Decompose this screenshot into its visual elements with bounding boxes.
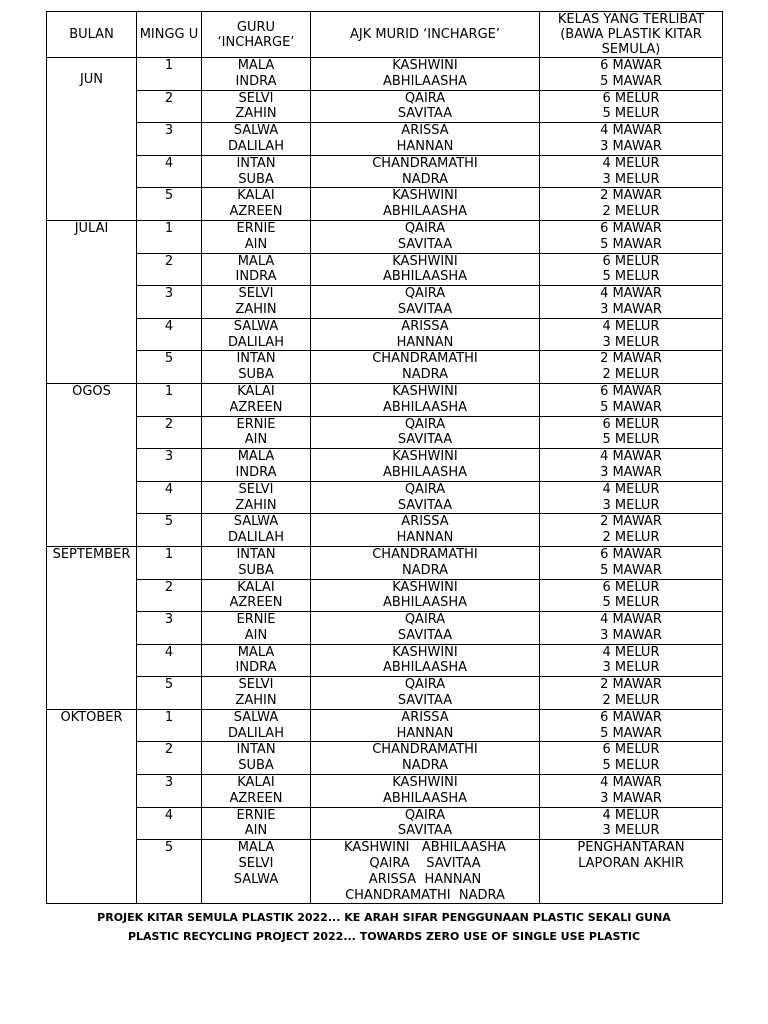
teacher-name: ZAHIN [235, 301, 277, 317]
teacher-name: INTAN [236, 742, 276, 758]
week-number: 3 [137, 612, 202, 645]
teacher-name: INDRA [235, 660, 277, 676]
student-name: CHANDRAMATHI NADRA [345, 887, 505, 903]
week-number: 2 [137, 90, 202, 123]
students-cell [311, 579, 540, 612]
students-cell [311, 775, 540, 808]
student-name: KASHWINI [392, 253, 458, 269]
class-name: 2 MELUR [602, 367, 660, 383]
student-name: HANNAN [396, 530, 454, 546]
classes-cell [540, 286, 723, 319]
class-name: 4 MELUR [602, 481, 660, 497]
teacher-name: ZAHIN [235, 106, 277, 122]
teacher-name: SELVI [238, 481, 274, 497]
teacher-name: INTAN [236, 546, 276, 562]
header-month: BULAN [47, 12, 137, 58]
table-row [47, 579, 723, 612]
teacher-name: SUBA [238, 367, 274, 383]
table-row [47, 840, 723, 904]
month-cell [47, 709, 137, 904]
table-row [47, 546, 723, 579]
student-name: ABHILAASHA [382, 399, 468, 415]
teacher-name: SALWA [233, 318, 279, 334]
students-cell [311, 612, 540, 645]
student-name: SAVITAA [397, 432, 453, 448]
class-name: 3 MAWAR [600, 301, 662, 317]
classes-cell [540, 807, 723, 840]
teacher-name: INDRA [235, 73, 277, 89]
table-row [47, 775, 723, 808]
week-number: 5 [137, 840, 202, 904]
header-teacher: GURU ‘INCHARGE’ [202, 12, 311, 58]
student-name: QAIRA [404, 220, 446, 236]
teacher-name: SALWA [233, 514, 279, 530]
class-name: 6 MELUR [602, 579, 660, 595]
teacher-name: KALAI [237, 188, 275, 204]
student-name: ARISSA [401, 123, 449, 139]
classes-cell [540, 579, 723, 612]
class-name: 5 MAWAR [600, 562, 662, 578]
class-name: 2 MAWAR [600, 351, 662, 367]
student-name: QAIRA [404, 286, 446, 302]
teacher-name: INTAN [236, 155, 276, 171]
student-name: ABHILAASHA [382, 73, 468, 89]
classes-cell [540, 612, 723, 645]
teacher-name: KALAI [237, 383, 275, 399]
class-name: 5 MELUR [602, 106, 660, 122]
teacher-name: SALWA [233, 709, 279, 725]
class-name: 3 MAWAR [600, 627, 662, 643]
teacher-cell [202, 807, 311, 840]
week-number: 2 [137, 579, 202, 612]
classes-cell [540, 481, 723, 514]
class-name: 2 MELUR [602, 530, 660, 546]
class-name: 2 MAWAR [600, 514, 662, 530]
student-name: QAIRA [404, 612, 446, 628]
student-name: QAIRA [404, 481, 446, 497]
footer-title-malay: PROJEK KITAR SEMULA PLASTIK 2022... KE ARAH SIFAR PENGGUNAAN PLASTIC SEKALI GUNA [97, 911, 671, 924]
teacher-name: ERNIE [236, 416, 276, 432]
week-number: 4 [137, 155, 202, 188]
month-label: JULAI [74, 220, 109, 236]
classes-cell [540, 449, 723, 482]
teacher-name: AIN [244, 627, 268, 643]
class-name: 6 MELUR [602, 742, 660, 758]
students-cell [311, 709, 540, 742]
class-name: 4 MAWAR [600, 286, 662, 302]
classes-cell [540, 351, 723, 384]
teacher-cell [202, 286, 311, 319]
students-cell [311, 383, 540, 416]
classes-cell [540, 253, 723, 286]
class-name: 4 MAWAR [600, 612, 662, 628]
teacher-name: DALILAH [228, 530, 284, 546]
week-number: 2 [137, 742, 202, 775]
table-row [47, 253, 723, 286]
student-name: SAVITAA [397, 301, 453, 317]
student-name: NADRA [401, 367, 449, 383]
week-number: 4 [137, 481, 202, 514]
table-row [47, 481, 723, 514]
teacher-cell [202, 188, 311, 221]
student-name: SAVITAA [397, 693, 453, 709]
week-number: 1 [137, 383, 202, 416]
teacher-name: INDRA [235, 269, 277, 285]
week-number: 3 [137, 286, 202, 319]
class-name: 3 MAWAR [600, 790, 662, 806]
teacher-cell [202, 416, 311, 449]
student-name: KASHWINI [392, 383, 458, 399]
month-cell [47, 58, 137, 221]
teacher-name: MALA [237, 840, 275, 856]
students-cell [311, 253, 540, 286]
classes-cell [540, 840, 723, 904]
classes-cell [540, 644, 723, 677]
header-classes: KELAS YANG TERLIBAT (BAWA PLASTIK KITAR SEMULA) [540, 12, 723, 58]
student-name: QAIRA [404, 677, 446, 693]
class-name: 3 MELUR [602, 334, 660, 350]
teacher-name: MALA [237, 253, 275, 269]
class-name: 4 MELUR [602, 807, 660, 823]
week-number: 3 [137, 775, 202, 808]
class-name: 6 MAWAR [600, 58, 662, 73]
classes-cell [540, 123, 723, 156]
table-row [47, 188, 723, 221]
teacher-cell [202, 481, 311, 514]
student-name: KASHWINI [392, 775, 458, 791]
class-name: 5 MELUR [602, 269, 660, 285]
week-number: 2 [137, 416, 202, 449]
class-name: 4 MAWAR [600, 123, 662, 139]
students-cell [311, 416, 540, 449]
classes-cell [540, 416, 723, 449]
teacher-name: ERNIE [236, 807, 276, 823]
class-name: 4 MELUR [602, 155, 660, 171]
teacher-name: AZREEN [229, 790, 283, 806]
teacher-name: MALA [237, 58, 275, 73]
student-name: ARISSA [401, 318, 449, 334]
students-cell [311, 155, 540, 188]
student-name: QAIRA SAVITAA [369, 856, 481, 872]
class-name: 4 MAWAR [600, 449, 662, 465]
teacher-name: MALA [237, 449, 275, 465]
students-cell [311, 481, 540, 514]
table-row [47, 220, 723, 253]
students-cell [311, 742, 540, 775]
student-name: QAIRA [404, 807, 446, 823]
teacher-cell [202, 58, 311, 91]
teacher-name: KALAI [237, 775, 275, 791]
class-name: 3 MAWAR [600, 138, 662, 154]
teacher-name: MALA [237, 644, 275, 660]
week-number: 1 [137, 546, 202, 579]
student-name: KASHWINI [392, 449, 458, 465]
teacher-cell [202, 742, 311, 775]
teacher-name: DALILAH [228, 334, 284, 350]
week-number: 2 [137, 253, 202, 286]
month-cell [47, 546, 137, 709]
students-cell [311, 123, 540, 156]
classes-cell [540, 188, 723, 221]
student-name: HANNAN [396, 334, 454, 350]
table-row [47, 644, 723, 677]
teacher-name: KALAI [237, 579, 275, 595]
student-name: SAVITAA [397, 497, 453, 513]
teacher-name: AZREEN [229, 595, 283, 611]
student-name: NADRA [401, 758, 449, 774]
student-name: ARISSA HANNAN [368, 871, 482, 887]
class-name: 3 MELUR [602, 497, 660, 513]
class-name: 6 MELUR [602, 416, 660, 432]
classes-cell [540, 514, 723, 547]
teacher-cell [202, 155, 311, 188]
student-name: SAVITAA [397, 106, 453, 122]
student-name: QAIRA [404, 416, 446, 432]
teacher-cell [202, 123, 311, 156]
teacher-cell [202, 90, 311, 123]
classes-cell [540, 90, 723, 123]
students-cell [311, 188, 540, 221]
student-name: KASHWINI [392, 58, 458, 73]
student-name: KASHWINI [392, 644, 458, 660]
table-row [47, 155, 723, 188]
week-number: 1 [137, 58, 202, 91]
teacher-name: ZAHIN [235, 693, 277, 709]
student-name: SAVITAA [397, 823, 453, 839]
students-cell [311, 449, 540, 482]
table-row [47, 416, 723, 449]
week-number: 1 [137, 709, 202, 742]
month-label: OKTOBER [60, 709, 123, 725]
student-name: NADRA [401, 562, 449, 578]
class-name: 4 MAWAR [600, 775, 662, 791]
students-cell [311, 351, 540, 384]
teacher-name: SALWA [233, 871, 279, 887]
table-row [47, 742, 723, 775]
class-name: 5 MELUR [602, 432, 660, 448]
teacher-name: SELVI [238, 286, 274, 302]
month-label: JUN [79, 72, 104, 87]
classes-cell [540, 775, 723, 808]
teacher-name: AIN [244, 823, 268, 839]
student-name: CHANDRAMATHI [372, 351, 478, 367]
students-cell [311, 286, 540, 319]
teacher-name: ZAHIN [235, 497, 277, 513]
schedule-body [47, 58, 723, 904]
class-name: 5 MELUR [602, 595, 660, 611]
week-number: 4 [137, 318, 202, 351]
student-name: KASHWINI ABHILAASHA [344, 840, 506, 856]
class-name: 6 MELUR [602, 90, 660, 106]
month-cell [47, 220, 137, 383]
class-name: 2 MAWAR [600, 677, 662, 693]
teacher-cell [202, 546, 311, 579]
teacher-cell [202, 677, 311, 710]
teacher-cell [202, 449, 311, 482]
teacher-name: SELVI [238, 90, 274, 106]
teacher-name: DALILAH [228, 725, 284, 741]
teacher-cell [202, 514, 311, 547]
student-name: ABHILAASHA [382, 269, 468, 285]
teacher-name: SUBA [238, 758, 274, 774]
student-name: SAVITAA [397, 236, 453, 252]
students-cell [311, 546, 540, 579]
students-cell [311, 807, 540, 840]
student-name: ARISSA [401, 709, 449, 725]
table-row [47, 123, 723, 156]
table-row [47, 514, 723, 547]
teacher-name: ERNIE [236, 220, 276, 236]
students-cell [311, 90, 540, 123]
classes-cell [540, 677, 723, 710]
students-cell [311, 514, 540, 547]
classes-cell [540, 318, 723, 351]
class-name: 2 MELUR [602, 204, 660, 220]
teacher-cell [202, 709, 311, 742]
teacher-name: AIN [244, 236, 268, 252]
teacher-name: INTAN [236, 351, 276, 367]
class-name: 4 MELUR [602, 644, 660, 660]
table-row [47, 318, 723, 351]
teacher-name: SUBA [238, 171, 274, 187]
student-name: QAIRA [404, 90, 446, 106]
student-name: ARISSA [401, 514, 449, 530]
students-cell [311, 318, 540, 351]
header-row [47, 12, 723, 58]
class-name: 2 MELUR [602, 693, 660, 709]
teacher-name: ERNIE [236, 612, 276, 628]
student-name: ABHILAASHA [382, 790, 468, 806]
teacher-cell [202, 351, 311, 384]
table-row [47, 286, 723, 319]
students-cell [311, 58, 540, 91]
week-number: 4 [137, 807, 202, 840]
class-name: 2 MAWAR [600, 188, 662, 204]
teacher-cell [202, 612, 311, 645]
month-label: OGOS [72, 383, 111, 399]
class-name: 6 MAWAR [600, 220, 662, 236]
header-week: MINGG U [137, 12, 202, 58]
classes-cell [540, 220, 723, 253]
student-name: NADRA [401, 171, 449, 187]
teacher-name: SUBA [238, 562, 274, 578]
class-name: 5 MAWAR [600, 399, 662, 415]
week-number: 4 [137, 644, 202, 677]
teacher-name: AIN [244, 432, 268, 448]
week-number: 3 [137, 123, 202, 156]
teacher-cell [202, 644, 311, 677]
week-number: 5 [137, 677, 202, 710]
teacher-name: DALILAH [228, 138, 284, 154]
classes-cell [540, 742, 723, 775]
week-number: 5 [137, 351, 202, 384]
week-number: 3 [137, 449, 202, 482]
teacher-cell [202, 840, 311, 904]
teacher-name: INDRA [235, 464, 277, 480]
classes-cell [540, 58, 723, 91]
class-name: 5 MELUR [602, 758, 660, 774]
teacher-cell [202, 318, 311, 351]
teacher-cell [202, 775, 311, 808]
student-name: CHANDRAMATHI [372, 742, 478, 758]
teacher-name: AZREEN [229, 399, 283, 415]
class-name: LAPORAN AKHIR [578, 856, 684, 872]
class-name: 6 MAWAR [600, 383, 662, 399]
table-row [47, 449, 723, 482]
class-name: 5 MAWAR [600, 73, 662, 89]
student-name: SAVITAA [397, 627, 453, 643]
class-name: 3 MELUR [602, 171, 660, 187]
classes-cell [540, 546, 723, 579]
teacher-cell [202, 579, 311, 612]
student-name: KASHWINI [392, 188, 458, 204]
student-name: HANNAN [396, 138, 454, 154]
teacher-name: SELVI [238, 856, 274, 872]
students-cell [311, 840, 540, 904]
student-name: CHANDRAMATHI [372, 546, 478, 562]
student-name: CHANDRAMATHI [372, 155, 478, 171]
week-number: 5 [137, 514, 202, 547]
student-name: ABHILAASHA [382, 464, 468, 480]
month-cell [47, 383, 137, 546]
schedule-table [46, 11, 723, 904]
teacher-cell [202, 253, 311, 286]
classes-cell [540, 709, 723, 742]
class-name: 5 MAWAR [600, 236, 662, 252]
class-name: 6 MELUR [602, 253, 660, 269]
students-cell [311, 677, 540, 710]
class-name: 3 MELUR [602, 823, 660, 839]
student-name: ABHILAASHA [382, 204, 468, 220]
class-name: PENGHANTARAN [577, 840, 685, 856]
class-name: 6 MAWAR [600, 709, 662, 725]
table-row [47, 677, 723, 710]
class-name: 6 MAWAR [600, 546, 662, 562]
table-row [47, 807, 723, 840]
month-label: SEPTEMBER [52, 546, 131, 562]
table-row [47, 58, 723, 91]
table-row [47, 709, 723, 742]
teacher-name: AZREEN [229, 204, 283, 220]
student-name: ABHILAASHA [382, 660, 468, 676]
student-name: KASHWINI [392, 579, 458, 595]
teacher-name: SALWA [233, 123, 279, 139]
table-row [47, 90, 723, 123]
classes-cell [540, 383, 723, 416]
table-row [47, 612, 723, 645]
teacher-cell [202, 220, 311, 253]
students-cell [311, 644, 540, 677]
class-name: 3 MELUR [602, 660, 660, 676]
classes-cell [540, 155, 723, 188]
class-name: 5 MAWAR [600, 725, 662, 741]
header-students: AJK MURID ‘INCHARGE’ [311, 12, 540, 58]
teacher-name: SELVI [238, 677, 274, 693]
week-number: 1 [137, 220, 202, 253]
table-row [47, 383, 723, 416]
class-name: 4 MELUR [602, 318, 660, 334]
footer-title-english: PLASTIC RECYCLING PROJECT 2022... TOWARDS ZERO USE OF SINGLE USE PLASTIC [127, 930, 641, 943]
students-cell [311, 220, 540, 253]
class-name: 3 MAWAR [600, 464, 662, 480]
week-number: 5 [137, 188, 202, 221]
student-name: ABHILAASHA [382, 595, 468, 611]
teacher-cell [202, 383, 311, 416]
student-name: HANNAN [396, 725, 454, 741]
table-row [47, 351, 723, 384]
